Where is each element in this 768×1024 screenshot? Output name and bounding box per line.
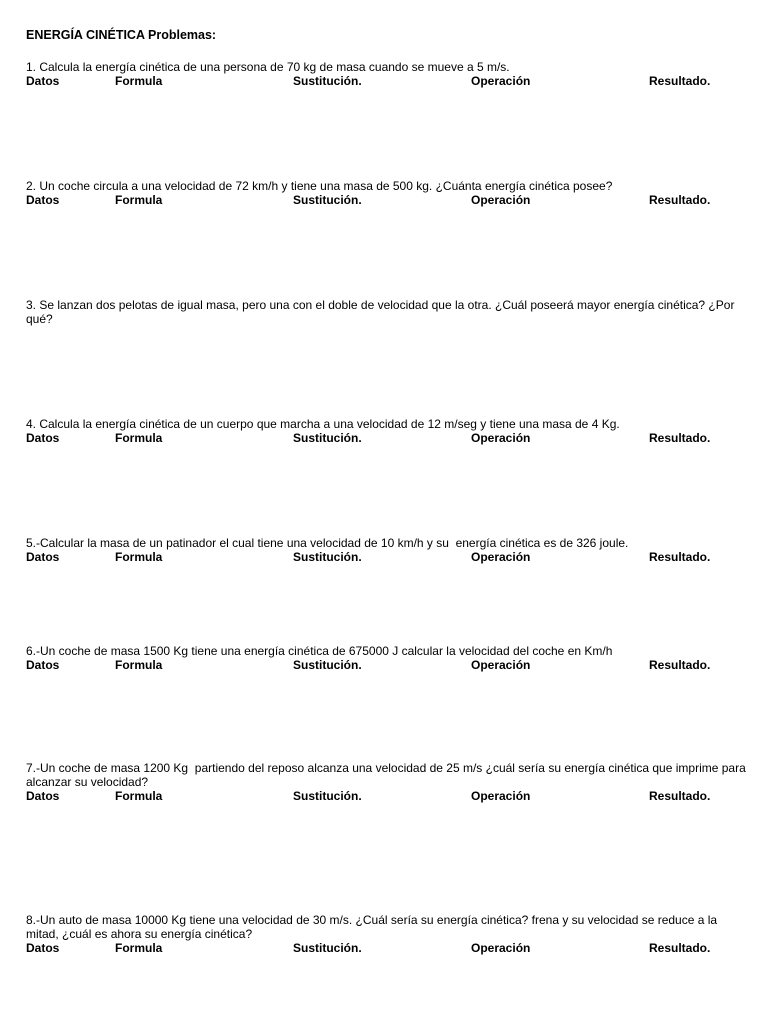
answer-columns-header xyxy=(26,550,748,564)
answer-columns-header xyxy=(26,431,748,445)
problem-text: 7.-Un coche de masa 1200 Kg partiendo del reposo alcanza una velocidad de 25 m/s ¿cuál sería su energía cinética que imprime para alcanzar su velocidad? xyxy=(26,761,750,789)
column-operacion: Operación xyxy=(471,658,531,672)
column-sustitucion: Sustitución. xyxy=(293,431,362,445)
problem-8 xyxy=(26,913,748,955)
problem-4 xyxy=(26,417,748,445)
answer-columns-header xyxy=(26,658,748,672)
column-operacion: Operación xyxy=(471,941,531,955)
column-resultado: Resultado. xyxy=(649,193,711,207)
column-formula: Formula xyxy=(115,431,163,445)
column-operacion: Operación xyxy=(471,789,531,803)
answer-columns-header xyxy=(26,74,748,88)
column-sustitucion: Sustitución. xyxy=(293,941,362,955)
column-resultado: Resultado. xyxy=(649,789,711,803)
column-datos: Datos xyxy=(26,789,60,803)
column-resultado: Resultado. xyxy=(649,658,711,672)
problem-6 xyxy=(26,644,748,672)
problem-text: 1. Calcula la energía cinética de una persona de 70 kg de masa cuando se mueve a 5 m/s. xyxy=(26,60,510,74)
column-datos: Datos xyxy=(26,74,60,88)
page-title: ENERGÍA CINÉTICA Problemas: xyxy=(26,28,217,42)
column-formula: Formula xyxy=(115,789,163,803)
problem-text: 5.-Calcular la masa de un patinador el cual tiene una velocidad de 10 km/h y su energía cinética es de 326 joule. xyxy=(26,536,629,550)
problem-2 xyxy=(26,179,748,207)
column-resultado: Resultado. xyxy=(649,74,711,88)
answer-columns-header xyxy=(26,789,748,803)
problem-1 xyxy=(26,60,748,88)
problem-text: 3. Se lanzan dos pelotas de igual masa, pero una con el doble de velocidad que la otra. ¿Cuál poseerá mayor energía cinética? ¿Por qué? xyxy=(26,298,738,326)
column-sustitucion: Sustitución. xyxy=(293,193,362,207)
column-operacion: Operación xyxy=(471,431,531,445)
column-sustitucion: Sustitución. xyxy=(293,74,362,88)
column-resultado: Resultado. xyxy=(649,941,711,955)
column-formula: Formula xyxy=(115,941,163,955)
answer-columns-header xyxy=(26,193,748,207)
column-operacion: Operación xyxy=(471,550,531,564)
problem-text: 2. Un coche circula a una velocidad de 72 km/h y tiene una masa de 500 kg. ¿Cuánta energía cinética posee? xyxy=(26,179,613,193)
column-datos: Datos xyxy=(26,193,60,207)
column-datos: Datos xyxy=(26,658,60,672)
column-resultado: Resultado. xyxy=(649,550,711,564)
problem-3 xyxy=(26,298,748,326)
column-formula: Formula xyxy=(115,658,163,672)
problem-text: 8.-Un auto de masa 10000 Kg tiene una velocidad de 30 m/s. ¿Cuál sería su energía cinética? frena y su velocidad se reduce a la mitad, ¿cuál es ahora su energía cinética? xyxy=(26,913,721,941)
column-operacion: Operación xyxy=(471,74,531,88)
column-resultado: Resultado. xyxy=(649,431,711,445)
column-sustitucion: Sustitución. xyxy=(293,789,362,803)
problem-text: 4. Calcula la energía cinética de un cuerpo que marcha a una velocidad de 12 m/seg y tiene una masa de 4 Kg. xyxy=(26,417,620,431)
column-datos: Datos xyxy=(26,550,60,564)
column-formula: Formula xyxy=(115,74,163,88)
column-operacion: Operación xyxy=(471,193,531,207)
column-formula: Formula xyxy=(115,550,163,564)
column-formula: Formula xyxy=(115,193,163,207)
column-sustitucion: Sustitución. xyxy=(293,658,362,672)
problem-5 xyxy=(26,536,748,564)
column-sustitucion: Sustitución. xyxy=(293,550,362,564)
answer-columns-header xyxy=(26,941,748,955)
problem-7 xyxy=(26,761,748,803)
problem-text: 6.-Un coche de masa 1500 Kg tiene una energía cinética de 675000 J calcular la velocidad del coche en Km/h xyxy=(26,644,613,658)
column-datos: Datos xyxy=(26,941,60,955)
column-datos: Datos xyxy=(26,431,60,445)
